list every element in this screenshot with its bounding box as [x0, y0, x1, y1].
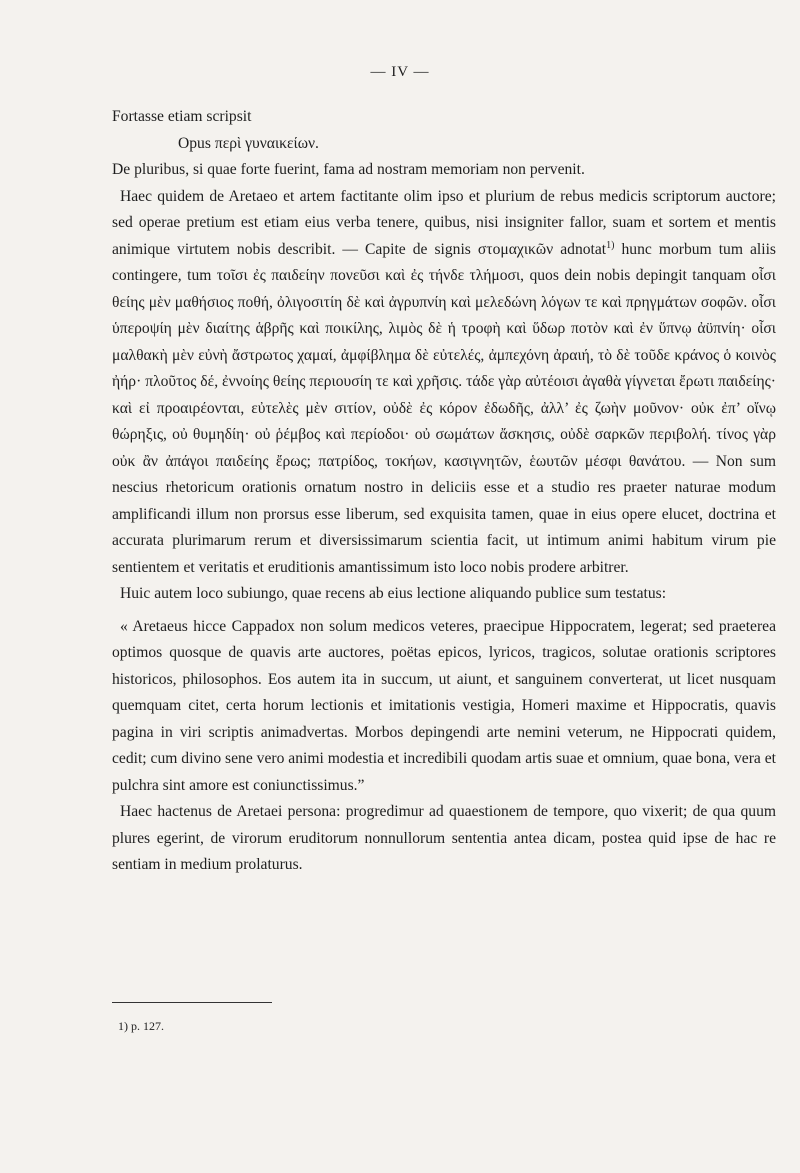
body-text: [112, 104, 776, 879]
footnote: 1) p. 127.: [118, 1019, 164, 1033]
page-number: — IV —: [370, 64, 430, 80]
paragraph: Huic autem loco subiungo, quae recens ab eius lectione aliquando publice sum testatus:: [120, 585, 667, 602]
footnote-divider: [112, 1002, 272, 1003]
paragraph: [112, 184, 776, 582]
paragraph-text: hunc morbum tum aliis contingere, tum τοῖσι ἐς παιδείην πονεῦσι καὶ ἐς τήνδε τλήμοσι, quos dein nobis depingit tanquam οἷσι θείης μὲν μαθήσιος ποθή, ὀλιγοσιτίη δὲ καὶ ἀγρυπνίη καὶ μελεδώνη λόγων τε καὶ πρηγμάτων σοφῶν. οἷσι ὑπεροψίη μὲν διαίτης ἁβρῆς καὶ ποικίλης, λιμὸς δὲ ἡ τροφὴ καὶ ὕδωρ ποτὸν καὶ ἐν ὕπνῳ ἀϋπνίη· οἷσι μαλθακὴ μὲν εὐνὴ ἄστρωτος χαμαί, ἀμφίβλημα δὲ εὐτελές, ἀμπεχόνη ἀραιή, τὸ δὲ τοῦδε κράνος ὁ κοινὸς ἠήρ· πλοῦτος δέ, ἐννοίης θείης περιουσίη τε καὶ χρῆσις. τάδε γὰρ αὐτέοισι ἀγαθὰ γίγνεται ἔρωτι παιδείης· καὶ εἰ προαιρέονται, εὐτελὲς μὲν σιτίον, οὐδὲ ἐς κόρον ἐδωδῆς, ἀλλ’ ἐς ζωὴν μοῦνον· οὐκ ἐπ’ οἴνῳ θώρηξις, οὐ θυμηδίη· οὐ ῥέμβος καὶ περίοδοι· οὐ σωμάτων ἄσκησις, οὐδὲ σαρκῶν περιβολή. τίνος γὰρ οὐκ ἂν ἀπάγοι παιδείης ἔρως; πατρίδος, τοκήων, κασιγνητῶν, ἑωυτῶν μέσφι θανάτου. — Non sum nescius rhetoricum orationis ornatum nostro in deliciis esse et a studio res praeter naturae modum amplificandi illum non prorsus esse liberum, sed exquisita tamen, quae in eius opere elucet, doctrina et accurata plurimarum rerum et diversissimarum scientia facit, ut intimum animi habitum virum pie sentientem et veritatis et eruditionis amantissimum isto loco nobis prodere arbitrer.: [112, 240, 776, 576]
paragraph: Opus περὶ γυναικείων.: [178, 134, 319, 152]
paragraph: De pluribus, si quae forte fuerint, fama ad nostram memoriam non pervenit.: [112, 161, 585, 178]
quotation: « Aretaeus hicce Cappadox non solum medicos veteres, praecipue Hippocratem, legerat; sed praeterea optimos quosque de quavis arte auctores, poëtas epicos, lyricos, tragicos, solutae orationis scriptores historicos, philosophos. Eos autem ita in succum, ut aiunt, et sanguinem converterat, ut licet nusquam quemquam citet, certa horum lectionis et imitationis vestigia, Homeri maxime et Hippocratis, quavis pagina in viri scriptis animadvertas. Morbos depingendi arte nemini veterum, ne Hippocrati quidem, cedit; cum divino sene vero animi modestia et incredibili quodam artis suae et omnium, quae bona, vera et pulchra sint amore est coniunctissimus.”: [112, 617, 776, 794]
paragraph-text: Haec quidem de Aretaeo et artem factitante olim ipso et plurium de rebus medicis scriptorum auctore; sed operae pretium est etiam eius verba tenere, quibus, nisi insigniter fallor, suam et sortem et mentis animique virtutem nobis describit. — Capite de signis στομαχικῶν adnotat: [112, 187, 776, 258]
paragraph: Fortasse etiam scripsit: [112, 108, 252, 125]
paragraph: Haec hactenus de Aretaei persona: progredimur ad quaestionem de tempore, quo vixerit; de qua quum plures egerint, de virorum eruditorum nonnullorum sententia antea dicam, postea quid ipse de hac re sentiam in medium prolaturus.: [112, 803, 776, 873]
footnote-marker: 1): [606, 239, 615, 251]
